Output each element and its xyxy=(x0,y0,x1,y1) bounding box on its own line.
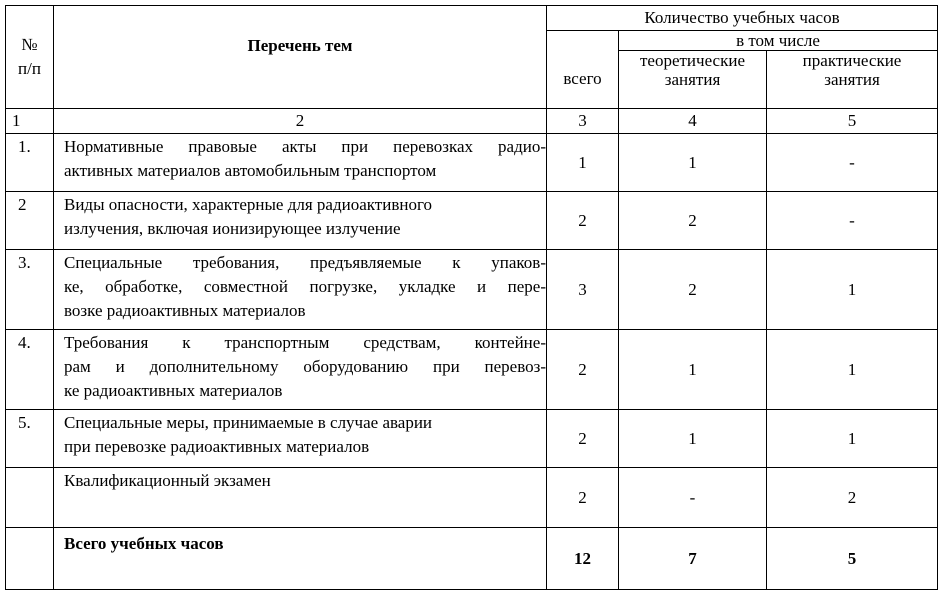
row-topic xyxy=(54,250,547,330)
topic-line: Нормативные правовые акты при перевозках радио- xyxy=(64,137,546,156)
table-row xyxy=(6,250,938,330)
row-topic xyxy=(54,134,547,192)
header-num-line2: п/п xyxy=(18,59,41,78)
header-total: всего xyxy=(547,31,619,109)
header-hours: Количество учебных часов xyxy=(547,6,938,31)
row-practice: 1 xyxy=(767,410,938,468)
column-number: 2 xyxy=(54,109,547,134)
header-including: в том числе xyxy=(619,31,938,51)
column-number: 5 xyxy=(767,109,938,134)
topic-line: Специальные меры, принимаемые в случае аварии xyxy=(64,413,433,432)
row-total: 1 xyxy=(547,134,619,192)
row-total: 2 xyxy=(547,410,619,468)
totals-practice: 5 xyxy=(767,528,938,590)
row-number: 3. xyxy=(6,250,54,330)
row-theory: 2 xyxy=(619,192,767,250)
row-number: 4. xyxy=(6,330,54,410)
header-practice-line2: занятия xyxy=(824,70,880,89)
totals-total: 12 xyxy=(547,528,619,590)
row-theory: 1 xyxy=(619,410,767,468)
row-number: 1. xyxy=(6,134,54,192)
topic-line: Требования к транспортным средствам, контейне- xyxy=(64,333,546,352)
row-practice: - xyxy=(767,134,938,192)
header-num-line1: № xyxy=(21,35,38,54)
totals-row xyxy=(6,528,938,590)
row-number xyxy=(6,468,54,528)
row-number: 2 xyxy=(6,192,54,250)
row-theory: 1 xyxy=(619,134,767,192)
header-theory-line2: занятия xyxy=(664,70,721,89)
table-row xyxy=(6,410,938,468)
topic-line: рам и дополнительному оборудованию при перевоз- xyxy=(64,357,546,376)
table-row xyxy=(6,192,938,250)
topic-line: при перевозке радиоактивных материалов xyxy=(64,437,370,456)
topic-line: излучения, включая ионизирующее излучение xyxy=(64,219,401,238)
topic-line: ке, обработке, совместной погрузке, укладке и пере- xyxy=(64,277,546,296)
row-topic xyxy=(54,410,547,468)
row-theory: 2 xyxy=(619,250,767,330)
row-number: 5. xyxy=(6,410,54,468)
totals-theory: 7 xyxy=(619,528,767,590)
topic-line: возке радиоактивных материалов xyxy=(64,301,306,320)
row-total: 2 xyxy=(547,330,619,410)
table-row xyxy=(6,330,938,410)
topic-line: ке радиоактивных материалов xyxy=(64,381,283,400)
row-practice: 1 xyxy=(767,330,938,410)
curriculum-table xyxy=(5,5,938,590)
totals-label: Всего учебных часов xyxy=(54,528,547,590)
header-num xyxy=(6,6,54,109)
topic-line: Виды опасности, характерные для радиоактивного xyxy=(64,195,433,214)
topic-line: Квалификационный экзамен xyxy=(64,471,271,490)
row-theory: 1 xyxy=(619,330,767,410)
row-total: 3 xyxy=(547,250,619,330)
row-topic xyxy=(54,468,547,528)
row-total: 2 xyxy=(547,192,619,250)
header-theory xyxy=(619,51,767,109)
column-number-row xyxy=(6,109,938,134)
topic-line: активных материалов автомобильным транспортом xyxy=(64,161,437,180)
header-practice-line1: практические xyxy=(802,51,902,70)
header-topics: Перечень тем xyxy=(54,6,547,109)
row-practice: - xyxy=(767,192,938,250)
row-topic xyxy=(54,192,547,250)
totals-num-cell xyxy=(6,528,54,590)
row-topic xyxy=(54,330,547,410)
table-row xyxy=(6,134,938,192)
row-total: 2 xyxy=(547,468,619,528)
row-practice: 2 xyxy=(767,468,938,528)
row-practice: 1 xyxy=(767,250,938,330)
topic-line: Специальные требования, предъявляемые к упаков- xyxy=(64,253,546,272)
column-number: 4 xyxy=(619,109,767,134)
header-theory-line1: теоретические xyxy=(639,51,745,70)
header-practice xyxy=(767,51,938,109)
column-number: 1 xyxy=(6,109,54,134)
row-theory: - xyxy=(619,468,767,528)
table-row xyxy=(6,468,938,528)
column-number: 3 xyxy=(547,109,619,134)
